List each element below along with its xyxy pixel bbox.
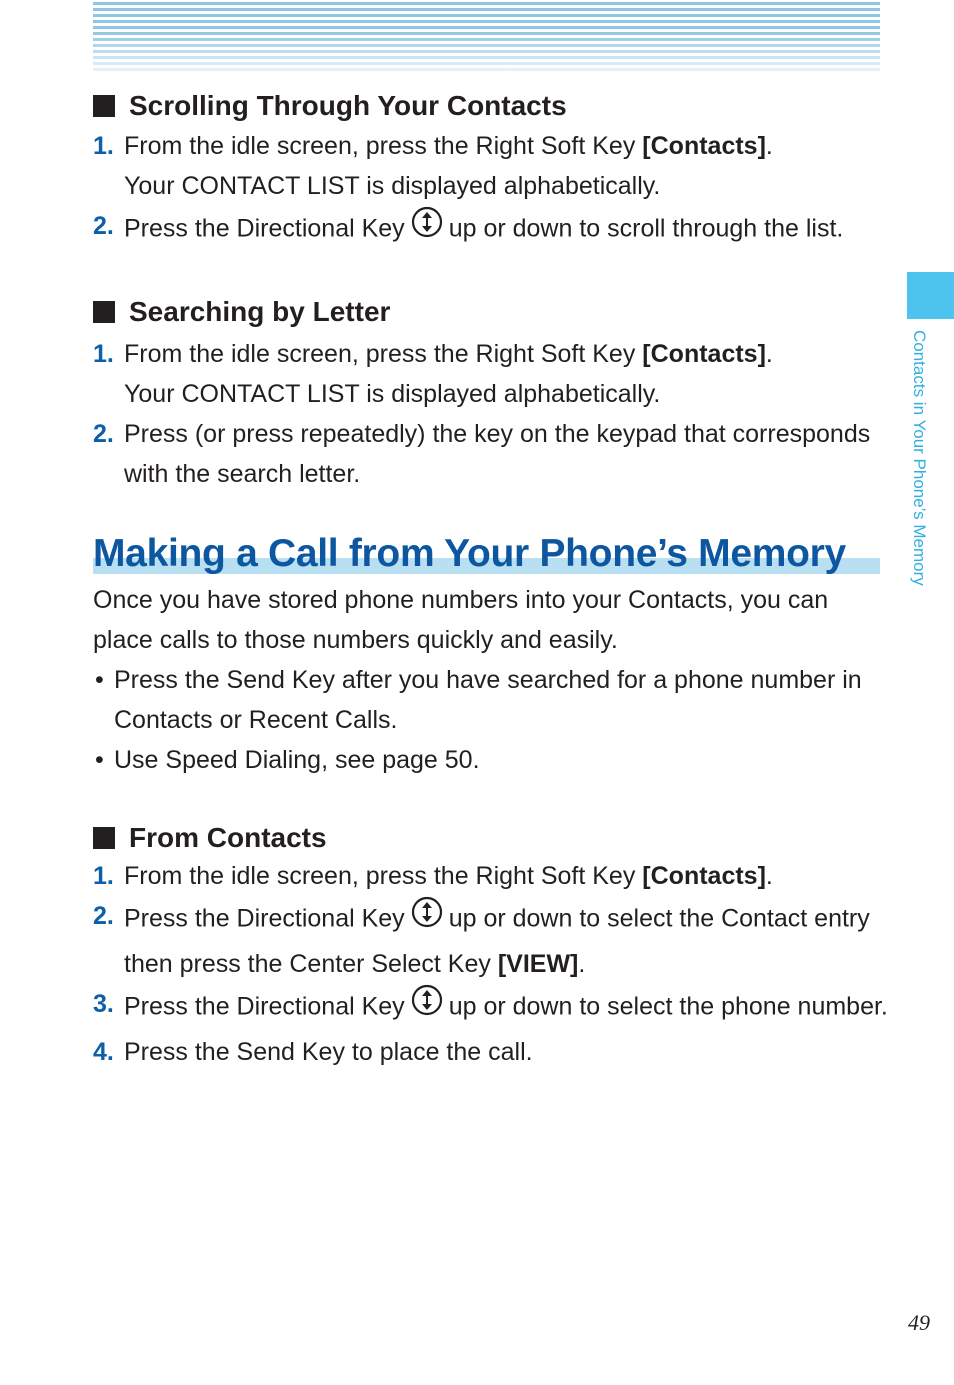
step-item	[93, 126, 893, 206]
step-text: Press the Directional Key	[124, 904, 405, 933]
step-text: Press the Directional Key	[124, 214, 405, 243]
up-down-arrow-circle-icon	[411, 984, 443, 1028]
step-item	[93, 414, 893, 494]
heading-from-contacts	[93, 816, 893, 860]
intro-paragraph: Once you have stored phone numbers into your Contacts, you can place calls to those numbers quickly and easily.	[93, 586, 829, 654]
step-item	[93, 896, 893, 984]
step-text: From the idle screen, press the Right Soft Key	[124, 340, 643, 368]
heading-from-contacts-text: From Contacts	[129, 822, 327, 853]
step-item	[93, 334, 893, 414]
bullet-text: Press the Send Key after you have searched for a phone number in Contacts or Recent Calls.	[114, 666, 862, 734]
step-item	[93, 1032, 893, 1072]
step-text: From the idle screen, press the Right Soft Key	[124, 132, 643, 160]
step-item	[93, 856, 893, 896]
step-text: Press the Send Key to place the call.	[124, 1038, 533, 1066]
center-select-key-label: [VIEW]	[497, 950, 579, 978]
side-tab-label: Contacts in Your Phone’s Memory	[910, 330, 929, 586]
steps-searching	[93, 334, 893, 494]
step-number: 2.	[93, 212, 114, 240]
step-number: 2.	[93, 902, 114, 930]
section-title-text: Making a Call from Your Phone’s Memory	[93, 532, 846, 575]
step-item	[93, 206, 893, 254]
header-stripe-fade	[93, 2, 880, 74]
step-text-end: .	[765, 132, 773, 160]
step-result-text: Your CONTACT LIST is displayed alphabetically.	[124, 172, 661, 200]
step-number: 2.	[93, 420, 114, 448]
bullet-list	[93, 660, 893, 780]
black-square-icon	[93, 95, 115, 117]
page-number: 49	[908, 1310, 930, 1335]
heading-searching	[93, 290, 893, 334]
step-text-end: up or down to scroll through the list.	[448, 214, 844, 243]
step-number: 1.	[93, 132, 114, 160]
step-result-text: Your CONTACT LIST is displayed alphabetically.	[124, 380, 661, 408]
step-number: 3.	[93, 990, 114, 1018]
soft-key-label: [Contacts]	[642, 862, 766, 890]
side-tab-marker	[907, 272, 954, 319]
page-content	[93, 84, 893, 1072]
heading-scrolling	[93, 84, 893, 128]
black-square-icon	[93, 827, 115, 849]
section-title-making-call	[93, 532, 893, 576]
step-text: Press the Directional Key	[124, 992, 405, 1021]
bullet-item	[93, 660, 893, 740]
step-text-end: .	[765, 340, 773, 368]
soft-key-label: [Contacts]	[642, 340, 766, 368]
bullet-glyph: •	[95, 746, 104, 774]
bullet-text: Use Speed Dialing, see page 50.	[114, 746, 480, 774]
steps-scrolling	[93, 126, 893, 254]
step-number: 4.	[93, 1038, 114, 1066]
step-text-end: .	[765, 862, 773, 890]
soft-key-label: [Contacts]	[642, 132, 766, 160]
black-square-icon	[93, 301, 115, 323]
step-text-mid: up or down to select the Contact entry then press the Center Select Key	[124, 904, 870, 978]
heading-searching-text: Searching by Letter	[129, 296, 391, 327]
up-down-arrow-circle-icon	[411, 206, 443, 250]
step-number: 1.	[93, 340, 114, 368]
step-number: 1.	[93, 862, 114, 890]
bullet-glyph: •	[95, 666, 104, 694]
heading-scrolling-text: Scrolling Through Your Contacts	[129, 90, 567, 121]
step-text: From the idle screen, press the Right Soft Key	[124, 862, 643, 890]
step-text-end: up or down to select the phone number.	[448, 992, 888, 1021]
step-text: Press (or press repeatedly) the key on the keypad that corresponds with the search letter.	[124, 420, 871, 488]
step-text-end: .	[578, 950, 586, 978]
up-down-arrow-circle-icon	[411, 896, 443, 940]
steps-from-contacts	[93, 856, 893, 1072]
bullet-item	[93, 740, 893, 780]
step-item	[93, 984, 893, 1032]
